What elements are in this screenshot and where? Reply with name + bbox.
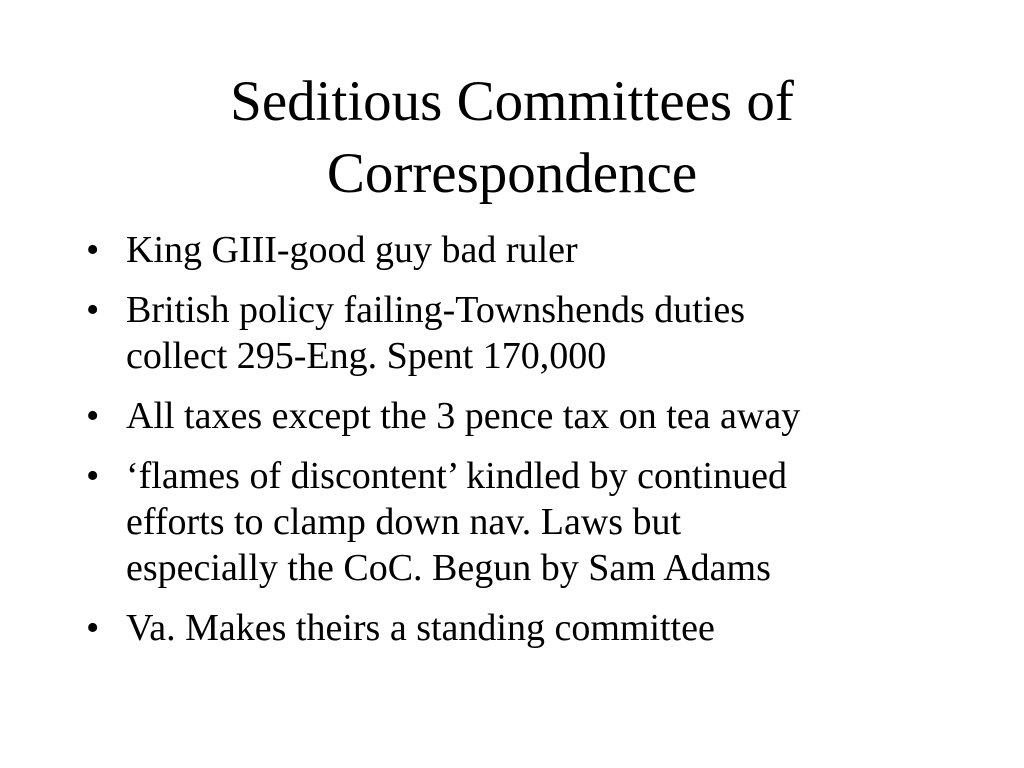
bullet-text (126, 453, 966, 591)
bullet-line: Va. Makes theirs a standing committee (126, 607, 715, 649)
bullet-line: ‘flames of discontent’ kindled by continued (126, 455, 787, 497)
slide-title (112, 66, 912, 210)
bullet-line: collect 295-Eng. Spent 170,000 (126, 335, 607, 377)
bullet-item (86, 227, 966, 273)
bullet-dot-icon: • (86, 607, 100, 649)
bullet-item (86, 453, 966, 591)
slide-title-line-1: Seditious Committees of (230, 70, 794, 133)
bullet-item (86, 393, 966, 439)
bullet-dot-icon: • (86, 289, 100, 331)
bullet-text (126, 227, 966, 273)
bullet-list (86, 227, 966, 665)
bullet-text (126, 287, 966, 379)
bullet-line: efforts to clamp down nav. Laws but (126, 501, 682, 543)
bullet-line: especially the CoC. Begun by Sam Adams (126, 547, 771, 589)
bullet-line: All taxes except the 3 pence tax on tea away (126, 395, 801, 437)
bullet-text (126, 605, 966, 651)
bullet-line: British policy failing-Townshends duties (126, 289, 746, 331)
bullet-dot-icon: • (86, 229, 100, 271)
bullet-item (86, 287, 966, 379)
slide-title-line-2: Correspondence (326, 142, 698, 205)
bullet-dot-icon: • (86, 455, 100, 497)
bullet-line: King GIII-good guy bad ruler (126, 229, 578, 271)
bullet-item (86, 605, 966, 651)
bullet-dot-icon: • (86, 395, 100, 437)
bullet-text (126, 393, 966, 439)
